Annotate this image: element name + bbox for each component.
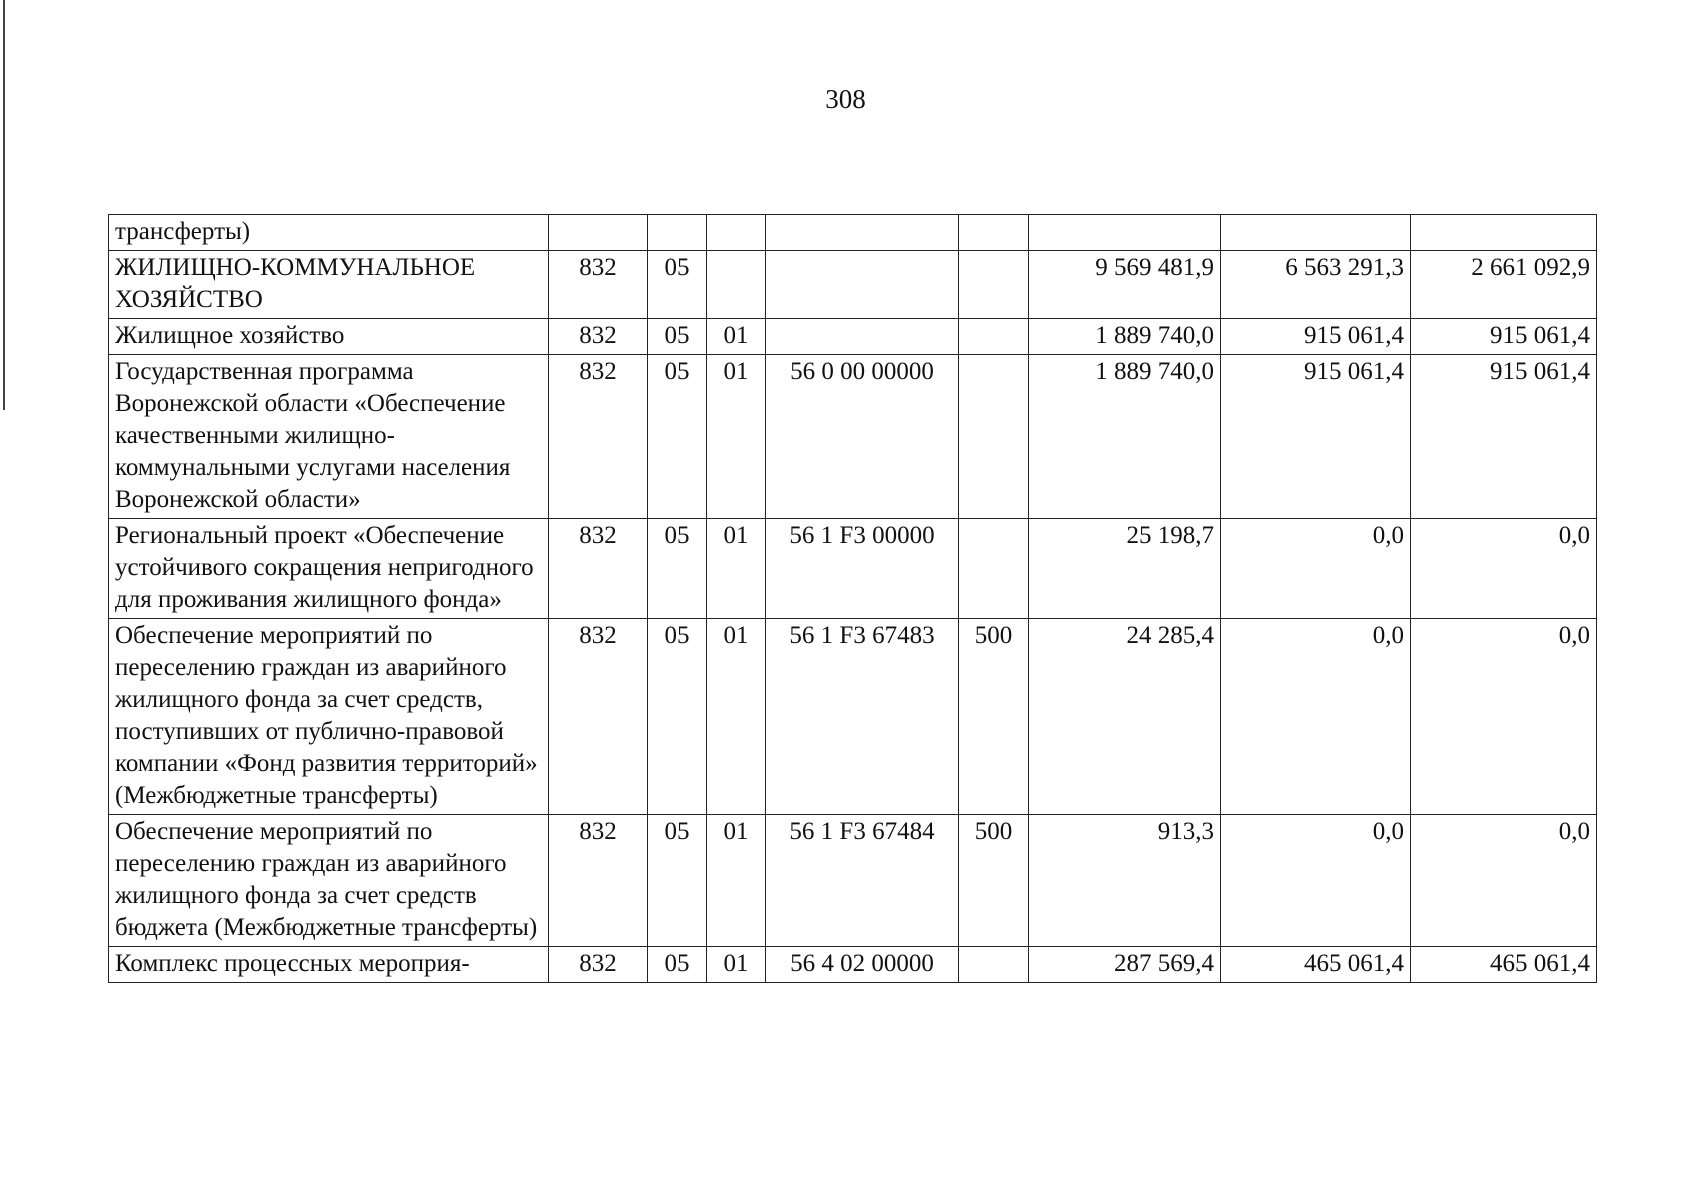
row-name: Жилищное хозяйство — [109, 319, 549, 355]
row-razdel: 05 — [648, 619, 707, 815]
row-sum-year1: 287 569,4 — [1029, 947, 1221, 983]
row-sum-year1 — [1029, 215, 1221, 251]
row-vedomstvo: 832 — [549, 815, 648, 947]
row-sum-year3: 915 061,4 — [1411, 319, 1597, 355]
row-sum-year3 — [1411, 215, 1597, 251]
row-target-article — [766, 319, 959, 355]
row-vedomstvo: 832 — [549, 519, 648, 619]
row-name: Государственная программа Воронежской области «Обеспечение качественными жилищно-коммунальными услугами населения Воронежской области» — [109, 355, 549, 519]
row-sum-year1: 913,3 — [1029, 815, 1221, 947]
row-sum-year1: 25 198,7 — [1029, 519, 1221, 619]
row-sum-year3: 0,0 — [1411, 619, 1597, 815]
row-expense-type — [959, 519, 1029, 619]
row-sum-year2 — [1221, 215, 1411, 251]
row-podrazdel: 01 — [707, 355, 766, 519]
table-row — [109, 319, 1597, 355]
row-sum-year3: 465 061,4 — [1411, 947, 1597, 983]
row-target-article — [766, 215, 959, 251]
row-target-article: 56 1 F3 67483 — [766, 619, 959, 815]
row-target-article — [766, 251, 959, 319]
row-podrazdel: 01 — [707, 319, 766, 355]
row-sum-year3: 0,0 — [1411, 815, 1597, 947]
row-vedomstvo: 832 — [549, 251, 648, 319]
row-vedomstvo: 832 — [549, 619, 648, 815]
row-vedomstvo: 832 — [549, 319, 648, 355]
row-target-article: 56 1 F3 67484 — [766, 815, 959, 947]
row-sum-year3: 0,0 — [1411, 519, 1597, 619]
row-sum-year2: 0,0 — [1221, 519, 1411, 619]
row-sum-year2: 915 061,4 — [1221, 355, 1411, 519]
row-expense-type — [959, 319, 1029, 355]
row-name: Комплекс процессных мероприя- — [109, 947, 549, 983]
row-razdel: 05 — [648, 251, 707, 319]
row-name: ЖИЛИЩНО-КОММУНАЛЬНОЕ ХОЗЯЙСТВО — [109, 251, 549, 319]
row-sum-year2: 0,0 — [1221, 815, 1411, 947]
row-sum-year2: 465 061,4 — [1221, 947, 1411, 983]
row-podrazdel — [707, 251, 766, 319]
row-podrazdel: 01 — [707, 815, 766, 947]
page-number: 308 — [825, 84, 866, 114]
table-row — [109, 519, 1597, 619]
row-name: Обеспечение мероприятий по переселению граждан из аварийного жилищного фонда за счет средств бюджета (Межбюджетные трансферты) — [109, 815, 549, 947]
row-sum-year1: 1 889 740,0 — [1029, 355, 1221, 519]
row-podrazdel — [707, 215, 766, 251]
table-row — [109, 815, 1597, 947]
table-row — [109, 215, 1597, 251]
row-podrazdel: 01 — [707, 519, 766, 619]
row-sum-year2: 915 061,4 — [1221, 319, 1411, 355]
row-target-article: 56 4 02 00000 — [766, 947, 959, 983]
table-row — [109, 947, 1597, 983]
row-razdel: 05 — [648, 519, 707, 619]
row-vedomstvo: 832 — [549, 355, 648, 519]
row-sum-year1: 1 889 740,0 — [1029, 319, 1221, 355]
budget-table — [108, 214, 1597, 983]
row-razdel — [648, 215, 707, 251]
row-expense-type: 500 — [959, 815, 1029, 947]
row-razdel: 05 — [648, 947, 707, 983]
row-target-article: 56 1 F3 00000 — [766, 519, 959, 619]
row-name: Обеспечение мероприятий по переселению граждан из аварийного жилищного фонда за счет средств, поступивших от публично-правовой компании «Фонд развития территорий» (Межбюджетные трансферты) — [109, 619, 549, 815]
row-expense-type — [959, 355, 1029, 519]
row-name: Региональный проект «Обеспечение устойчивого сокращения непригодного для проживания жилищного фонда» — [109, 519, 549, 619]
row-podrazdel: 01 — [707, 619, 766, 815]
row-expense-type — [959, 215, 1029, 251]
row-razdel: 05 — [648, 319, 707, 355]
table-row — [109, 619, 1597, 815]
table-row — [109, 251, 1597, 319]
row-vedomstvo: 832 — [549, 947, 648, 983]
binding-edge-line — [3, 0, 5, 410]
row-sum-year3: 915 061,4 — [1411, 355, 1597, 519]
row-sum-year3: 2 661 092,9 — [1411, 251, 1597, 319]
row-razdel: 05 — [648, 355, 707, 519]
row-sum-year2: 6 563 291,3 — [1221, 251, 1411, 319]
row-expense-type — [959, 251, 1029, 319]
row-expense-type: 500 — [959, 619, 1029, 815]
row-razdel: 05 — [648, 815, 707, 947]
row-target-article: 56 0 00 00000 — [766, 355, 959, 519]
row-expense-type — [959, 947, 1029, 983]
row-vedomstvo — [549, 215, 648, 251]
row-sum-year1: 9 569 481,9 — [1029, 251, 1221, 319]
row-sum-year2: 0,0 — [1221, 619, 1411, 815]
table-row — [109, 355, 1597, 519]
row-name: трансферты) — [109, 215, 549, 251]
row-podrazdel: 01 — [707, 947, 766, 983]
row-sum-year1: 24 285,4 — [1029, 619, 1221, 815]
